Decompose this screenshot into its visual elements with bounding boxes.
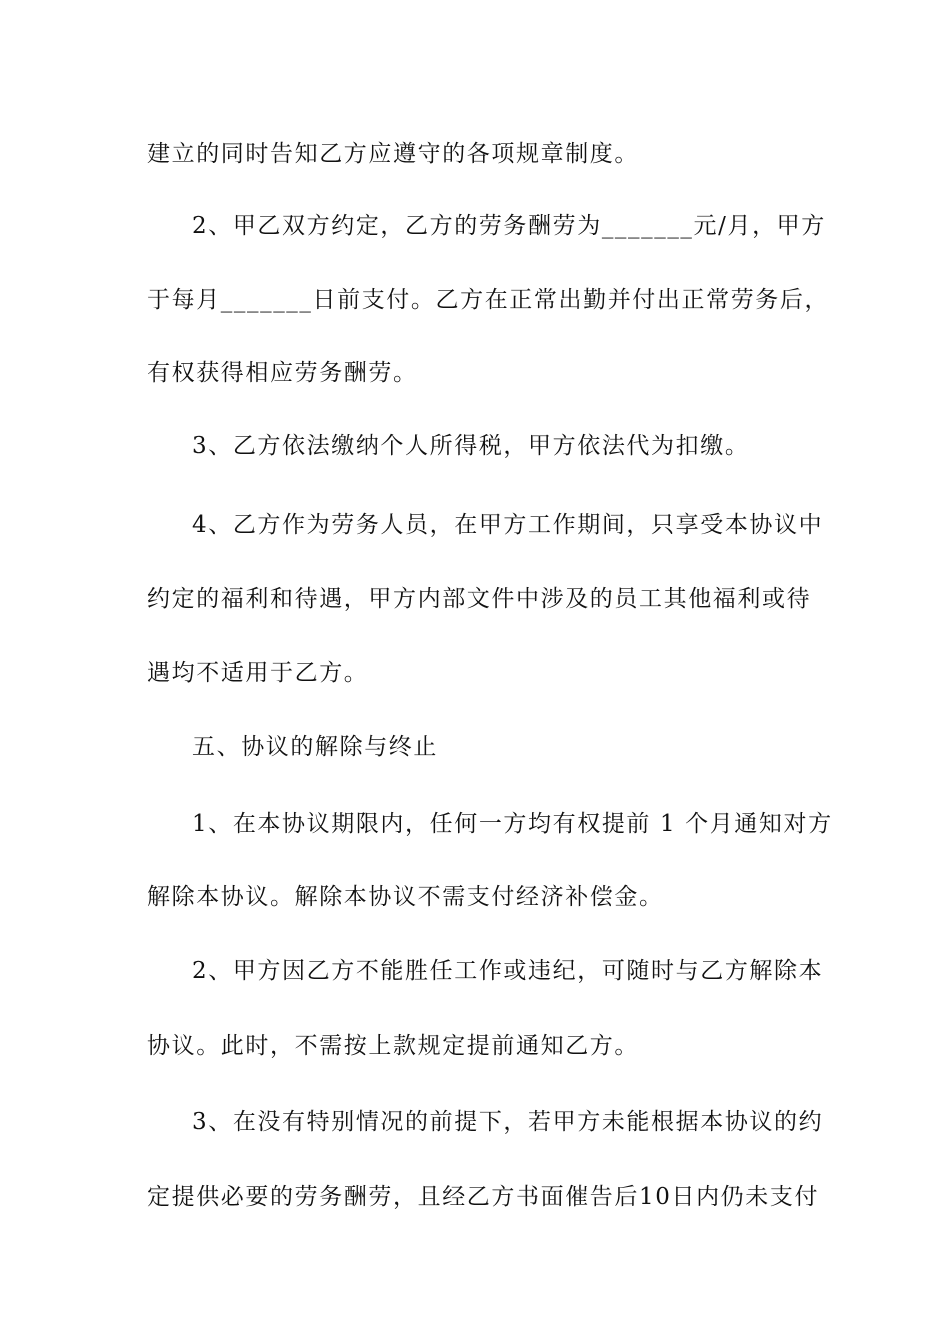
paragraph-line: 4、乙方作为劳务人员，在甲方工作期间，只享受本协议中 [192,512,824,538]
paragraph-line: 2、甲乙双方约定，乙方的劳务酬劳为_______元/月，甲方 [192,213,826,239]
paragraph-line: 解除本协议。解除本协议不需支付经济补偿金。 [147,884,664,910]
section-heading: 五、协议的解除与终止 [192,734,438,760]
paragraph-line: 1、在本协议期限内，任何一方均有权提前 1 个月通知对方 [192,811,833,837]
paragraph-line: 协议。此时，不需按上款规定提前通知乙方。 [147,1033,639,1059]
paragraph-line: 建立的同时告知乙方应遵守的各项规章制度。 [147,141,639,167]
paragraph-line: 遇均不适用于乙方。 [147,660,369,686]
paragraph-line: 3、乙方依法缴纳个人所得税，甲方依法代为扣缴。 [192,433,750,459]
paragraph-line: 2、甲方因乙方不能胜任工作或违纪，可随时与乙方解除本 [192,958,824,984]
paragraph-line: 3、在没有特别情况的前提下，若甲方未能根据本协议的约 [192,1109,824,1135]
paragraph-line: 约定的福利和待遇，甲方内部文件中涉及的员工其他福利或待 [147,586,812,612]
paragraph-line: 于每月_______日前支付。乙方在正常出勤并付出正常劳务后， [147,287,830,313]
paragraph-line: 定提供必要的劳务酬劳，且经乙方书面催告后10日内仍未支付 [147,1184,820,1210]
paragraph-line: 有权获得相应劳务酬劳。 [147,360,418,386]
